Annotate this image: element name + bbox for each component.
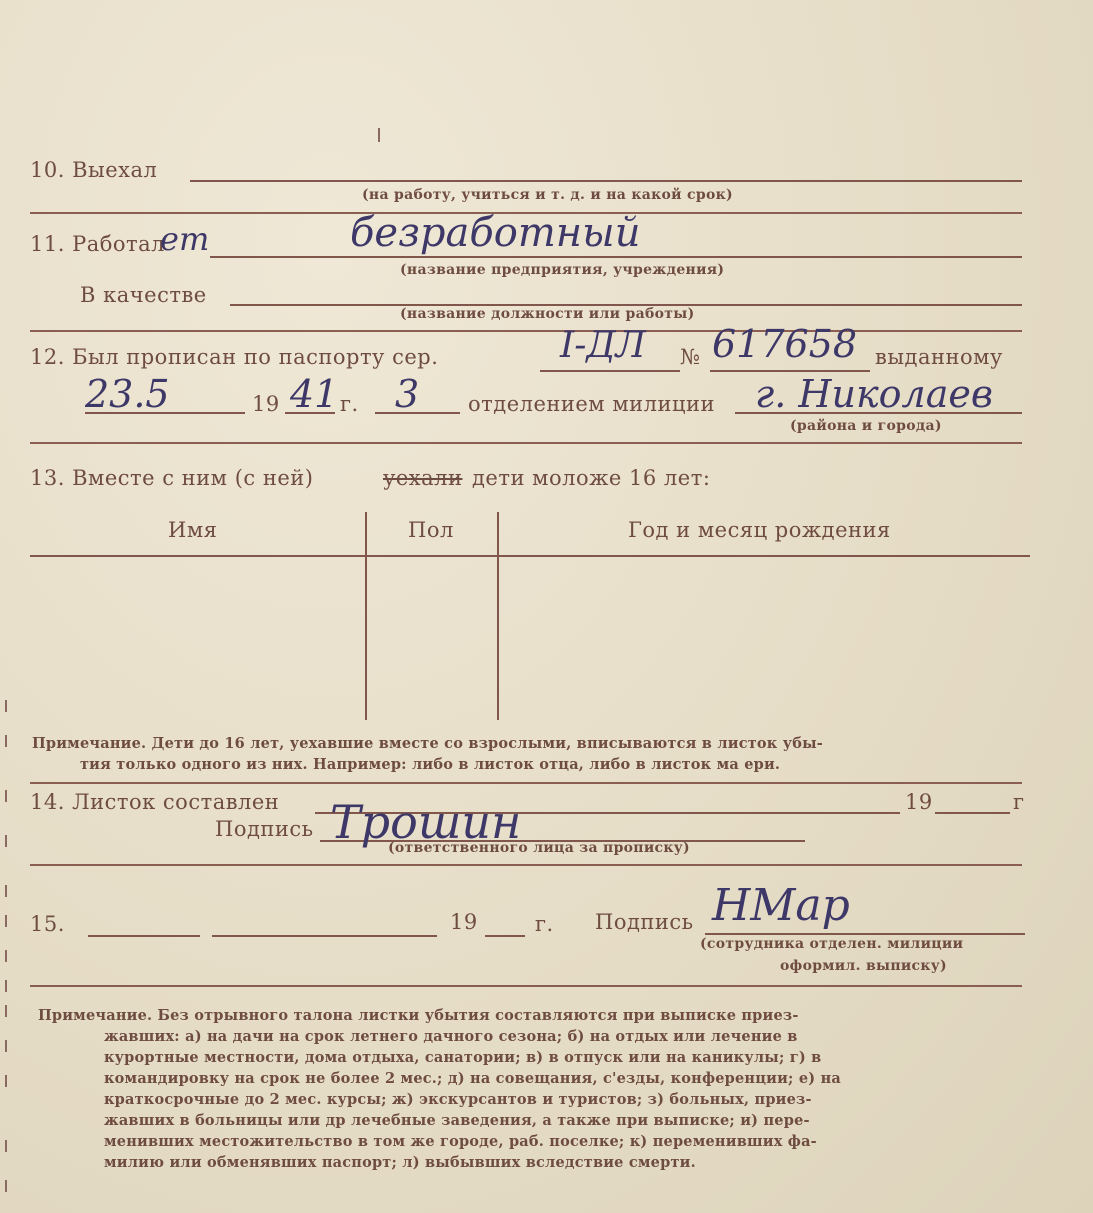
footnote-line-7: менивших местожительство в том же городе, раб. поселке; к) переменивших фа- <box>104 1133 817 1150</box>
issued-label: выданному <box>875 345 1003 369</box>
footnote-line-4: командировку на срок не более 2 мес.; д) на совещания, с'езды, конференции; е) на <box>104 1070 841 1087</box>
section-15-caption-1: (сотрудника отделен. милиции <box>700 936 964 952</box>
section-13-note-line-2: тия только одного из них. Например: либо в листок отца, либо в листок ма ери. <box>80 756 781 773</box>
section-12-caption: (района и города) <box>790 418 942 434</box>
section-11-caption: (название предприятия, учреждения) <box>400 262 725 278</box>
section-14-year-suffix: г <box>1013 790 1025 814</box>
police-dept-label: отделением милиции <box>468 392 715 416</box>
section-13-note-line-1: Примечание. Дети до 16 лет, уехавшие вместе со взрослыми, вписываются в листок убы- <box>32 735 824 752</box>
section-11-handwritten-value: безработный <box>350 210 641 256</box>
section-14-sign-label: Подпись <box>215 817 314 841</box>
footnote-line-6: жавших в больницы или др лечебные заведения, а также при выписке; и) пере- <box>104 1112 810 1129</box>
issue-year: 41 <box>290 372 339 416</box>
section-14-caption: (ответственного лица за прописку) <box>388 840 690 856</box>
police-dept-number: 3 <box>395 372 420 416</box>
section-10-label: 10. Выехал <box>30 158 158 182</box>
passport-number-label: № <box>680 345 701 369</box>
section-15-year-prefix: 19 <box>450 910 478 934</box>
passport-number: 617658 <box>712 322 858 366</box>
footnote-line-3: курортные местности, дома отдыха, санатории; в) в отпуск или на каникулы; г) в <box>104 1049 822 1066</box>
section-15-year-suffix: г. <box>535 912 554 936</box>
column-header-birth: Год и месяц рождения <box>628 518 891 542</box>
footnote-line-8: милию или обменявших паспорт; л) выбывших вследствие смерти. <box>104 1154 696 1171</box>
section-15-signature: НМар <box>712 880 850 931</box>
section-11-role-caption: (название должности или работы) <box>400 306 695 322</box>
footnote-line-1: Примечание. Без отрывного талона листки убытия составляются при выписке приез- <box>38 1007 799 1024</box>
passport-series: I-ДЛ <box>560 325 646 366</box>
section-13-label-struck: уехали <box>383 466 463 490</box>
column-header-sex: Пол <box>408 518 454 542</box>
section-15-sign-label: Подпись <box>595 910 694 934</box>
top-mark <box>378 128 380 142</box>
section-15-caption-2: оформил. выписку) <box>780 958 947 974</box>
section-11-handwritten-prefix: ет <box>160 220 210 258</box>
issue-city: г. Николаев <box>755 372 994 416</box>
issue-year-suffix: г. <box>340 392 359 416</box>
section-15-label: 15. <box>30 912 65 936</box>
issue-date: 23.5 <box>85 372 170 416</box>
section-14-year-prefix: 19 <box>905 790 933 814</box>
section-13-label-a: 13. Вместе с ним (с ней) <box>30 466 314 490</box>
column-header-name: Имя <box>168 518 218 542</box>
footnote-line-5: краткосрочные до 2 мес. курсы; ж) экскурсантов и туристов; з) больных, приез- <box>104 1091 812 1108</box>
section-14-label: 14. Листок составлен <box>30 790 280 814</box>
section-12-prefix: 12. Был прописан по паспорту сер. <box>30 345 439 369</box>
section-10-caption: (на работу, учиться и т. д. и на какой срок) <box>362 187 733 203</box>
issue-year-prefix: 19 <box>252 392 280 416</box>
footnote-line-2: жавших: а) на дачи на срок летнего дачного сезона; б) на отдых или лечение в <box>104 1028 798 1045</box>
section-14-signature: Трошин <box>330 795 522 849</box>
section-13-label-b: дети моложе 16 лет: <box>472 466 711 490</box>
section-11-label: 11. Работал <box>30 232 165 256</box>
section-11-role-label: В качестве <box>80 283 207 307</box>
